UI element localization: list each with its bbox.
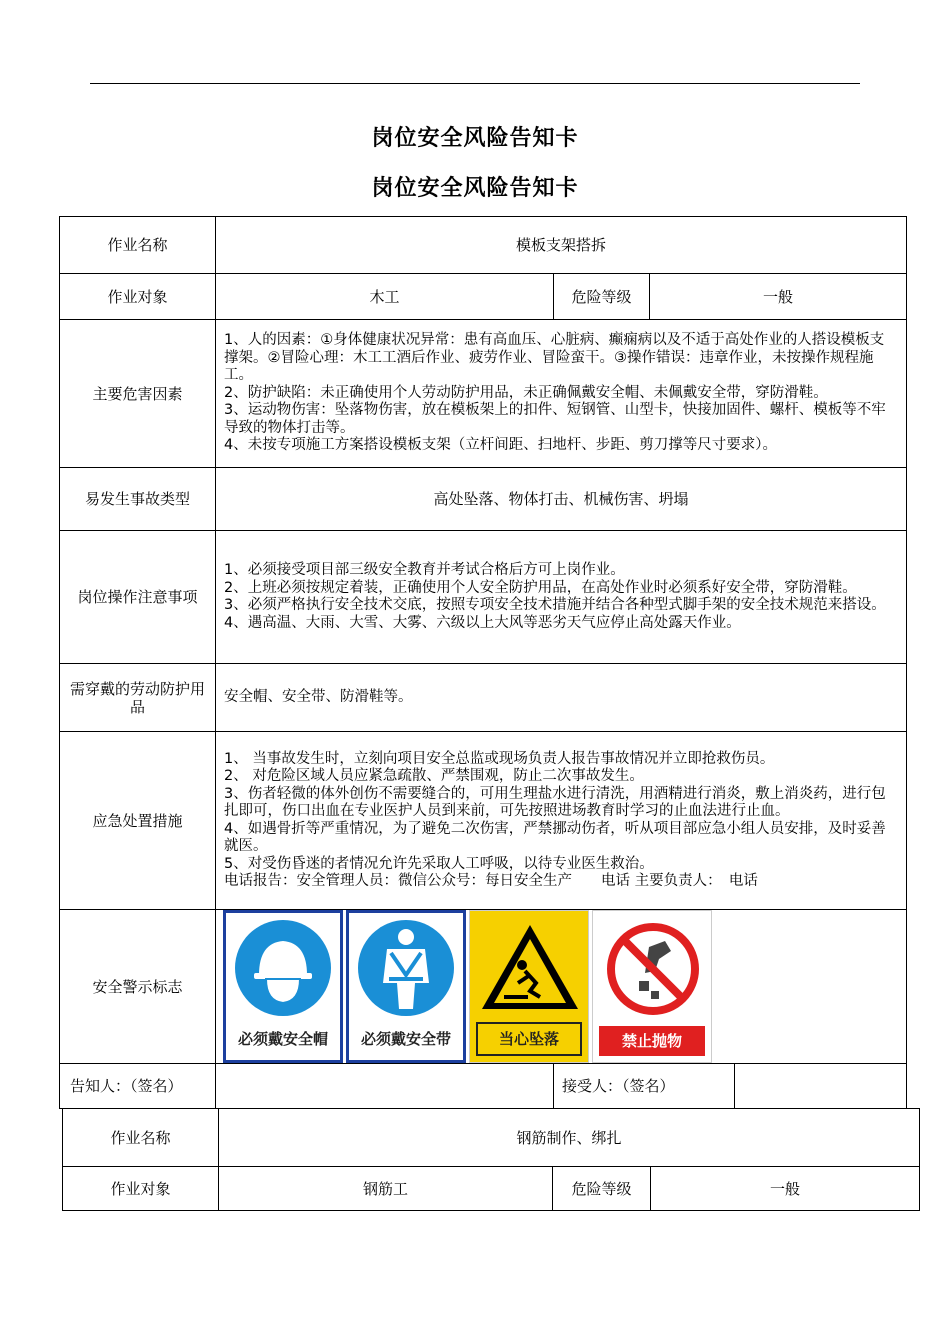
value-job-object: 钢筋工 <box>219 1167 553 1211</box>
row-job-object <box>63 1167 920 1211</box>
row-ppe <box>60 664 907 732</box>
sign-harness <box>346 910 466 1063</box>
value-job-name: 钢筋制作、绑扎 <box>219 1109 920 1167</box>
hazard-item: 1、人的因素：①身体健康状况异常：患有高血压、心脏病、癫痫病以及不适于高处作业的人搭设模板支撑架。②冒险心理：木工工酒后作业、疲劳作业、冒险蛮干。③操作错误：违章作业，未按操作规程施工。 <box>224 332 885 384</box>
precautions-list <box>216 531 907 664</box>
row-job-name <box>63 1109 920 1167</box>
label-notifier: 告知人：（签名） <box>60 1064 216 1109</box>
sign-no-throwing <box>592 910 712 1063</box>
row-precautions <box>60 531 907 664</box>
page-title: 岗位安全风险告知卡 <box>371 126 579 151</box>
label-precautions: 岗位操作注意事项 <box>60 531 216 664</box>
notifier-signature-field[interactable] <box>216 1064 554 1109</box>
row-job-object <box>60 274 907 320</box>
value-ppe: 安全帽、安全带、防滑鞋等。 <box>216 664 907 732</box>
emergency-phone: 电话报告：安全管理人员：微信公众号：每日安全生产 电话 主要负责人： 电话 <box>224 873 758 889</box>
value-job-name: 模板支架搭拆 <box>216 217 907 274</box>
sign-helmet <box>223 910 343 1063</box>
value-accident-types: 高处坠落、物体打击、机械伤害、坍塌 <box>216 468 907 531</box>
row-emergency <box>60 732 907 910</box>
hazard-item: 2、防护缺陷：未正确使用个人劳动防护用品，未正确佩戴安全帽、未佩戴安全带，穿防滑鞋。 <box>224 384 828 401</box>
top-rule <box>90 83 860 84</box>
label-job-object: 作业对象 <box>63 1167 219 1211</box>
risk-card-table-2 <box>62 1108 920 1211</box>
hazard-item: 4、未按专项施工方案搭设模板支架（立杆间距、扫地杆、步距、剪刀撑等尺寸要求）。 <box>224 437 777 454</box>
receiver-signature-field[interactable] <box>735 1064 906 1108</box>
sign-falling <box>469 910 589 1063</box>
emergency-list <box>216 732 907 910</box>
emergency-item: 3、伤者轻微的体外创伤不需要缝合的，可用生理盐水进行清洗，用酒精进行消炎，敷上消炎药，进行包扎即可，伤口出血在专业医护人员到来前，可先按照进场教育时学习的止血法进行止血。 <box>224 785 886 819</box>
label-accident-types: 易发生事故类型 <box>60 468 216 531</box>
precaution-item: 4、遇高温、大雨、大雪、大雾、六级以上大风等恶劣天气应停止高处露天作业。 <box>224 614 741 631</box>
emergency-item: 1、 当事故发生时，立刻向项目安全总监或现场负责人报告事故情况并立即抢救伤员。 <box>224 750 775 767</box>
label-warning-signs: 安全警示标志 <box>60 910 216 1064</box>
precaution-item: 2、上班必须按规定着装，正确使用个人安全防护用品，在高处作业时必须系好安全带，穿防滑鞋。 <box>224 579 857 596</box>
sign-caption: 必须戴安全帽 <box>232 1024 334 1054</box>
emergency-item: 2、 对危险区域人员应紧急疏散、严禁围观，防止二次事故发生。 <box>224 768 644 784</box>
sign-caption: 禁止抛物 <box>599 1026 705 1056</box>
row-signatures <box>60 1064 907 1109</box>
label-hazards: 主要危害因素 <box>60 320 216 468</box>
label-job-object: 作业对象 <box>60 274 216 320</box>
sign-caption: 必须戴安全带 <box>355 1024 457 1054</box>
label-emergency: 应急处置措施 <box>60 732 216 910</box>
receiver-area-inner <box>554 1064 906 1108</box>
label-risk-level: 危险等级 <box>553 1167 651 1211</box>
risk-card-table <box>59 216 907 1109</box>
emergency-item: 4、如遇骨折等严重情况，为了避免二次伤害，严禁挪动伤者，听从项目部应急小组人员安排，及时妥善就医。 <box>224 820 886 854</box>
precaution-item: 3、必须严格执行安全技术交底，按照专项安全技术措施并结合各种型式脚手架的安全技术规范来搭设。 <box>224 597 886 613</box>
card-title: 岗位安全风险告知卡 <box>371 176 579 201</box>
label-receiver: 接受人：（签名） <box>554 1064 735 1108</box>
label-risk-level: 危险等级 <box>554 274 650 320</box>
label-job-name: 作业名称 <box>60 217 216 274</box>
row-warning-signs <box>60 910 907 1064</box>
row-job-name <box>60 217 907 274</box>
emergency-item: 5、对受伤昏迷的者情况允许先采取人工呼吸，以待专业医生救治。 <box>224 855 654 872</box>
row-accident-types <box>60 468 907 531</box>
value-risk-level: 一般 <box>650 274 907 320</box>
hazard-item: 3、运动物伤害：坠落物伤害，放在模板架上的扣件、短钢管、山型卡，快接加固件、螺杆、模板等不牢导致的物体打击等。 <box>224 402 886 436</box>
hazards-list <box>216 320 907 468</box>
value-job-object: 木工 <box>216 274 554 320</box>
precaution-item: 1、必须接受项目部三级安全教育并考试合格后方可上岗作业。 <box>224 562 625 578</box>
warning-signs-cell <box>216 910 907 1064</box>
row-hazards <box>60 320 907 468</box>
value-risk-level: 一般 <box>651 1167 920 1211</box>
warning-signs <box>216 910 906 1063</box>
label-ppe: 需穿戴的劳动防护用品 <box>60 664 216 732</box>
sign-caption: 当心坠落 <box>476 1022 582 1056</box>
label-job-name: 作业名称 <box>63 1109 219 1167</box>
receiver-area <box>554 1064 907 1109</box>
